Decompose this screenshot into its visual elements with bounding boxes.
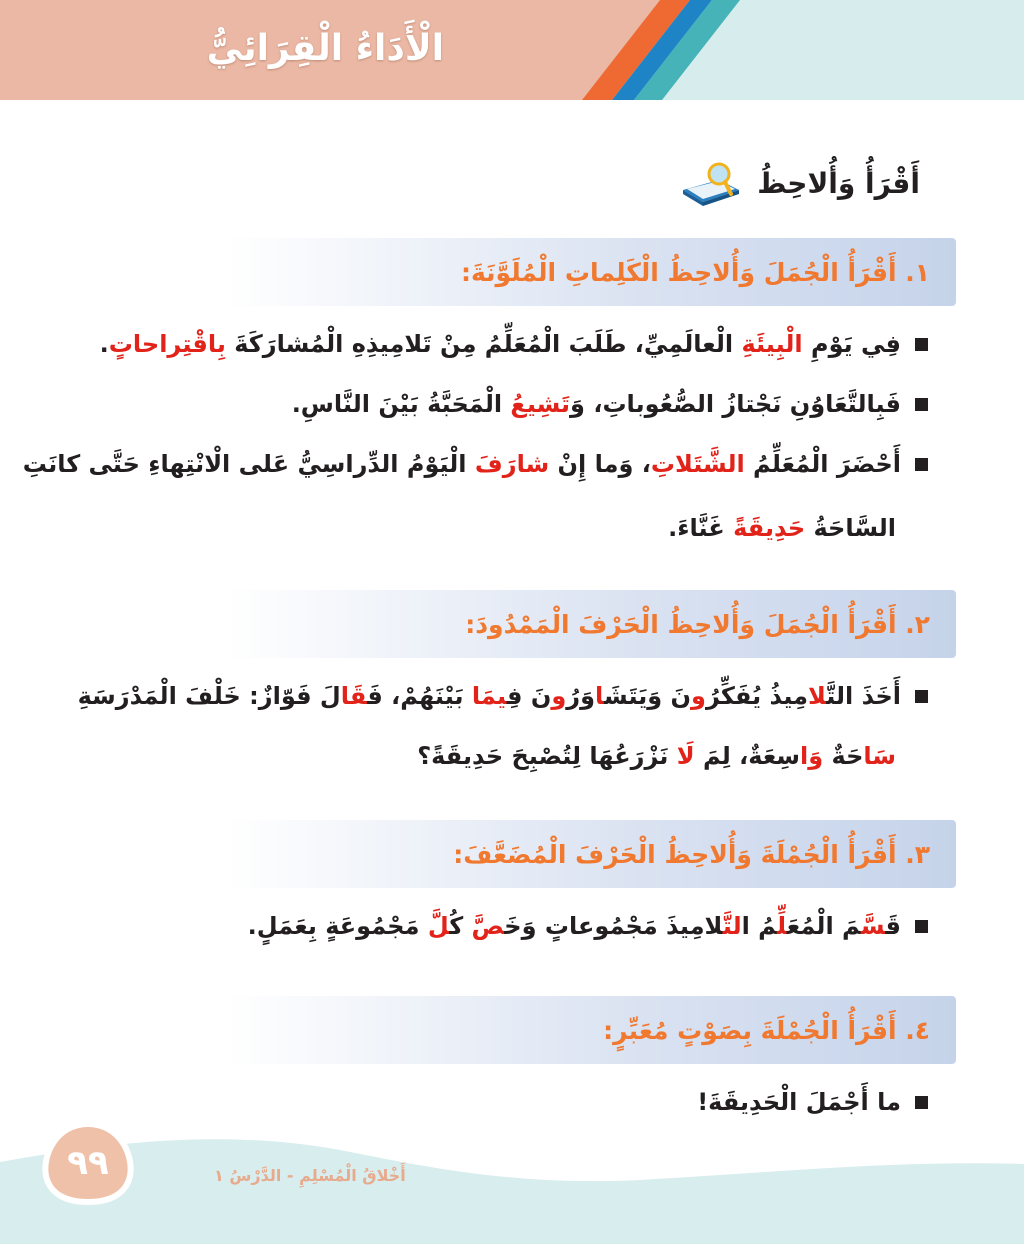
header-band bbox=[0, 0, 1024, 100]
text-segment: أَحْضَرَ الْمُعَلِّمُ bbox=[744, 450, 901, 478]
book-magnifier-icon bbox=[679, 160, 743, 206]
exercise-2-line-1-continuation bbox=[417, 742, 896, 770]
text-segment: حَةٌ bbox=[823, 742, 864, 770]
sentence-text bbox=[78, 682, 901, 710]
sentence-text bbox=[417, 742, 896, 770]
highlighted-letters: قَا bbox=[340, 682, 368, 710]
highlighted-letters: ا bbox=[595, 682, 605, 710]
exercise-2-line-1 bbox=[78, 682, 928, 710]
text-segment: الْيَوْمُ الدِّراسِيُّ عَلى الْانْتِهاءِ حَتَّى كانَتِ bbox=[22, 450, 475, 478]
text-segment: أَخَذَ التَّ bbox=[826, 682, 901, 710]
highlighted-letters: تَشِيعُ bbox=[510, 390, 571, 418]
sentence-text bbox=[292, 390, 901, 418]
highlighted-letters: الْبِيئَةِ bbox=[741, 330, 803, 358]
footer-decoration bbox=[0, 1120, 1024, 1244]
exercise-4-banner bbox=[226, 996, 956, 1064]
highlighted-letters: لا bbox=[807, 682, 827, 710]
highlighted-letters: لِّ bbox=[777, 912, 787, 940]
footer-wave bbox=[0, 1120, 1024, 1244]
footer-teal-wave bbox=[0, 1139, 1024, 1244]
exercise-1-banner bbox=[226, 238, 956, 306]
text-segment: ما أَجْمَلَ الْحَدِيقَةَ! bbox=[697, 1088, 901, 1116]
bullet-square-icon bbox=[915, 398, 928, 411]
bullet-square-icon bbox=[915, 690, 928, 703]
section-title: أَقْرَأُ وَأُلاحِظُ bbox=[757, 166, 920, 200]
text-segment: فِي يَوْمِ bbox=[802, 330, 901, 358]
text-segment: نَ فِ bbox=[506, 682, 552, 710]
exercise-4-line-1 bbox=[697, 1088, 928, 1116]
bullet-square-icon bbox=[915, 1096, 928, 1109]
bullet-square-icon bbox=[915, 920, 928, 933]
exercise-1-line-3 bbox=[23, 450, 928, 478]
highlighted-letters: يمَا bbox=[471, 682, 507, 710]
highlighted-letters: سَا bbox=[863, 742, 896, 770]
text-segment: قَ bbox=[885, 912, 901, 940]
highlighted-letters: وَا bbox=[800, 742, 824, 770]
page-title: الْأَدَاءُ الْقِرَائِيُّ bbox=[206, 28, 444, 69]
highlighted-letters: لتَّ bbox=[722, 912, 742, 940]
page-number: ٩٩ bbox=[67, 1143, 109, 1183]
exercise-1-line-3-continuation bbox=[668, 514, 896, 542]
text-segment: مُ ا bbox=[741, 912, 777, 940]
exercise-3-heading: ٣. أَقْرَأُ الْجُمْلَةَ وَأُلاحِظُ الْحَرْفَ الْمُضَعَّفَ: bbox=[453, 839, 930, 869]
bullet-square-icon bbox=[915, 458, 928, 471]
text-segment: وَر bbox=[566, 682, 595, 710]
text-segment: بَيْنَهُمْ، فَ bbox=[367, 682, 472, 710]
text-segment: فَبِالتَّعَاوُنِ نَجْتازُ الصُّعُوباتِ، وَ bbox=[570, 390, 901, 418]
highlighted-letters: شارَفَ bbox=[474, 450, 550, 478]
text-segment: نَ وَيَتَشَ bbox=[604, 682, 692, 710]
text-segment: مَجْمُوعَةٍ بِعَمَلٍ. bbox=[247, 912, 428, 940]
highlighted-letters: بِاقْتِراحاتٍ bbox=[108, 330, 226, 358]
exercise-1-line-2 bbox=[292, 390, 928, 418]
text-segment: كُ bbox=[449, 912, 472, 940]
read-and-observe-heading bbox=[679, 160, 920, 206]
highlighted-letters: صَّ bbox=[471, 912, 505, 940]
exercise-3-banner bbox=[226, 820, 956, 888]
sentence-text bbox=[668, 514, 896, 542]
text-segment: . bbox=[99, 330, 109, 358]
bullet-square-icon bbox=[915, 338, 928, 351]
text-segment: سِعَةٌ، لِمَ bbox=[694, 742, 800, 770]
text-segment: ، وَما إِنْ bbox=[549, 450, 651, 478]
sentence-text bbox=[100, 330, 901, 358]
exercise-2-heading: ٢. أَقْرَأُ الْجُمَلَ وَأُلاحِظُ الْحَرْفَ الْمَمْدُودَ: bbox=[465, 609, 930, 639]
highlighted-letters: الشَّتَلاتِ bbox=[650, 450, 745, 478]
highlighted-letters: لَّ bbox=[427, 912, 450, 940]
sentence-text bbox=[248, 912, 901, 940]
highlighted-letters: سَّ bbox=[860, 912, 886, 940]
highlighted-letters: ُو bbox=[691, 682, 706, 710]
text-segment: مِيذُ يُفَكِّر bbox=[705, 682, 808, 710]
exercise-1-heading: ١. أَقْرَأُ الْجُمَلَ وَأُلاحِظُ الْكَلِماتِ الْمُلَوَّنَةَ: bbox=[460, 257, 930, 287]
text-segment: لامِيذَ مَجْمُوعاتٍ وَخَ bbox=[504, 912, 723, 940]
text-segment: غَنَّاءَ. bbox=[668, 514, 734, 542]
highlighted-letters: ُو bbox=[551, 682, 567, 710]
text-segment: نَزْرَعُهَا لِتُصْبِحَ حَدِيقَةً؟ bbox=[417, 742, 677, 770]
exercise-3-line-1 bbox=[248, 912, 928, 940]
highlighted-letters: حَدِيقَةً bbox=[733, 514, 806, 542]
text-segment: الْعالَمِيِّ، طَلَبَ الْمُعَلِّمُ مِنْ تَلامِيذِهِ الْمُشارَكَةَ bbox=[225, 330, 742, 358]
text-segment: لَ فَوّازٌ: خَلْفَ الْمَدْرَسَةِ bbox=[77, 682, 341, 710]
exercise-1-line-1 bbox=[100, 330, 928, 358]
exercise-4-heading: ٤. أَقْرَأُ الْجُمْلَةَ بِصَوْتٍ مُعَبِّرٍ: bbox=[603, 1015, 930, 1045]
text-segment: الْمَحَبَّةُ بَيْنَ النَّاسِ. bbox=[291, 390, 511, 418]
text-segment: مَ الْمُعَ bbox=[786, 912, 861, 940]
exercise-2-banner bbox=[226, 590, 956, 658]
highlighted-letters: لَا bbox=[676, 742, 695, 770]
text-segment: السَّاحَةُ bbox=[805, 514, 896, 542]
sentence-text bbox=[23, 450, 901, 478]
footer-caption: أَخْلاقُ الْمُسْلِمِ - الدَّرْسُ ١ bbox=[214, 1166, 406, 1185]
sentence-text bbox=[697, 1088, 901, 1116]
